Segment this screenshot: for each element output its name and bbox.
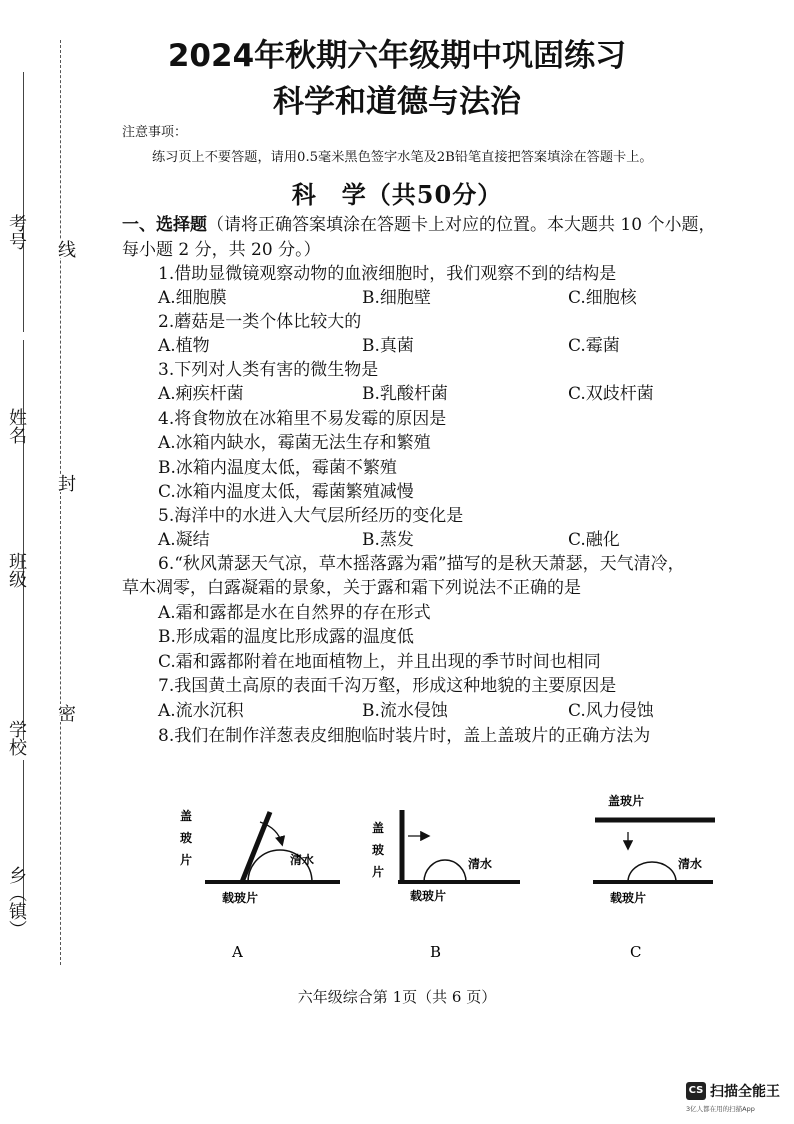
- figure-b-cover-char-3: 片: [372, 865, 385, 879]
- notice-heading: 注意事项：: [122, 125, 188, 140]
- seal-feng: 封: [52, 474, 78, 492]
- figure-c-cover: 盖玻片: [608, 794, 645, 808]
- scanner-name: 扫描全能王: [710, 1084, 780, 1100]
- question-5-option-b: B.蒸发: [362, 530, 414, 550]
- question-5-stem: 5.海洋中的水进入大气层所经历的变化是: [158, 506, 464, 526]
- school-label: 学校: [6, 720, 27, 756]
- part1-instruction-b: 每小题 2 分，共 20 分。）: [122, 240, 321, 260]
- question-7-option-a: A.流水沉积: [158, 701, 244, 721]
- question-6-option-c: C.霜和露都附着在地面植物上，并且出现的季节时间也相同: [158, 652, 601, 672]
- part1-instruction-a: （请将正确答案填涂在答题卡上对应的位置。本大题共 10 个小题，: [207, 215, 716, 235]
- scanner-slogan: 3亿人都在用的扫描App: [686, 1105, 755, 1113]
- question-2-stem: 2.蘑菇是一类个体比较大的: [158, 312, 362, 332]
- scanner-logo-icon: CS: [686, 1082, 706, 1100]
- figure-b: [372, 810, 520, 961]
- question-7-stem: 7.我国黄土高原的表面千沟万壑，形成这种地貌的主要原因是: [158, 676, 617, 696]
- question-1-option-c: C.细胞核: [568, 288, 637, 308]
- figure-a-cover-char-2: 玻: [180, 831, 193, 845]
- class-label: 班级: [6, 552, 27, 588]
- question-3-option-c: C.双歧杆菌: [568, 384, 654, 404]
- figure-b-water: 清水: [468, 857, 493, 871]
- figure-c-water: 清水: [678, 857, 703, 871]
- part1-heading: 一、选择题: [122, 215, 207, 235]
- seal-mi: 密: [52, 704, 78, 722]
- figure-a-slide: 载玻片: [222, 891, 259, 905]
- question-8-stem: 8.我们在制作洋葱表皮细胞临时装片时，盖上盖玻片的正确方法为: [158, 726, 651, 746]
- figure-b-label: B: [430, 943, 442, 961]
- figure-c: [593, 793, 715, 961]
- notice-body: 练习页上不要答题，请用0.5毫米黑色签字水笔及2B铅笔直接把答案填涂在答题卡上。: [152, 150, 653, 165]
- question-6-option-a: A.霜和露都是水在自然界的存在形式: [158, 603, 431, 623]
- question-3-option-b: B.乳酸杆菌: [362, 384, 448, 404]
- figure-c-slide: 载玻片: [610, 891, 647, 905]
- question-6-option-b: B.形成霜的温度比形成露的温度低: [158, 627, 414, 647]
- coverslip-figure: [150, 780, 730, 980]
- name-label: 姓名: [6, 408, 27, 444]
- binding-line-left-2: [23, 340, 24, 740]
- part1-heading-line: [122, 210, 715, 235]
- question-5-option-a: A.凝结: [158, 530, 210, 550]
- page-title: 2024年秋期六年级期中巩固练习: [167, 38, 627, 74]
- figure-b-slide: 载玻片: [410, 889, 447, 903]
- question-1-option-a: A.细胞膜: [158, 288, 227, 308]
- question-7-option-b: B.流水侵蚀: [362, 701, 448, 721]
- page-footer: 六年级综合第 1页（共 6 页）: [297, 988, 497, 1006]
- figure-a-cover-char-3: 片: [180, 853, 193, 867]
- figure-a-cover-char-1: 盖: [180, 809, 193, 823]
- question-5-option-c: C.融化: [568, 530, 620, 550]
- question-2-option-b: B.真菌: [362, 336, 414, 356]
- question-2-option-c: C.霉菌: [568, 336, 620, 356]
- question-3-stem: 3.下列对人类有害的微生物是: [158, 360, 379, 380]
- question-1-stem: 1.借助显微镜观察动物的血液细胞时，我们观察不到的结构是: [158, 264, 617, 284]
- question-3-option-a: A.痢疾杆菌: [158, 384, 244, 404]
- question-4-stem: 4.将食物放在冰箱里不易发霉的原因是: [158, 409, 447, 429]
- question-4-option-a: A.冰箱内缺水，霉菌无法生存和繁殖: [158, 433, 431, 453]
- figure-a-water: 清水: [290, 853, 315, 867]
- figure-c-label: C: [630, 943, 642, 961]
- question-2-option-a: A.植物: [158, 336, 210, 356]
- question-7-option-c: C.风力侵蚀: [568, 701, 654, 721]
- figure-a-label: A: [232, 943, 243, 961]
- figure-b-cover-char-2: 玻: [372, 843, 385, 857]
- seal-xian: 线: [52, 240, 78, 258]
- figure-a: [180, 808, 340, 961]
- section-title: 科 学（共50分）: [291, 180, 503, 209]
- question-6-stem-cont: 草木凋零，白露凝霜的景象，关于露和霜下列说法不正确的是: [122, 578, 581, 598]
- question-4-option-c: C.冰箱内温度太低，霉菌繁殖减慢: [158, 482, 414, 502]
- exam-no-label: 考号: [6, 214, 27, 250]
- question-4-option-b: B.冰箱内温度太低，霉菌不繁殖: [158, 458, 397, 478]
- figure-b-cover-char-1: 盖: [372, 821, 385, 835]
- town-label: 乡（镇）: [6, 866, 27, 938]
- question-6-stem: 6.“秋风萧瑟天气凉，草木摇落露为霜”描写的是秋天萧瑟，天气清冷，: [158, 554, 685, 574]
- page-subtitle: 科学和道德与法治: [273, 84, 521, 120]
- question-1-option-b: B.细胞壁: [362, 288, 431, 308]
